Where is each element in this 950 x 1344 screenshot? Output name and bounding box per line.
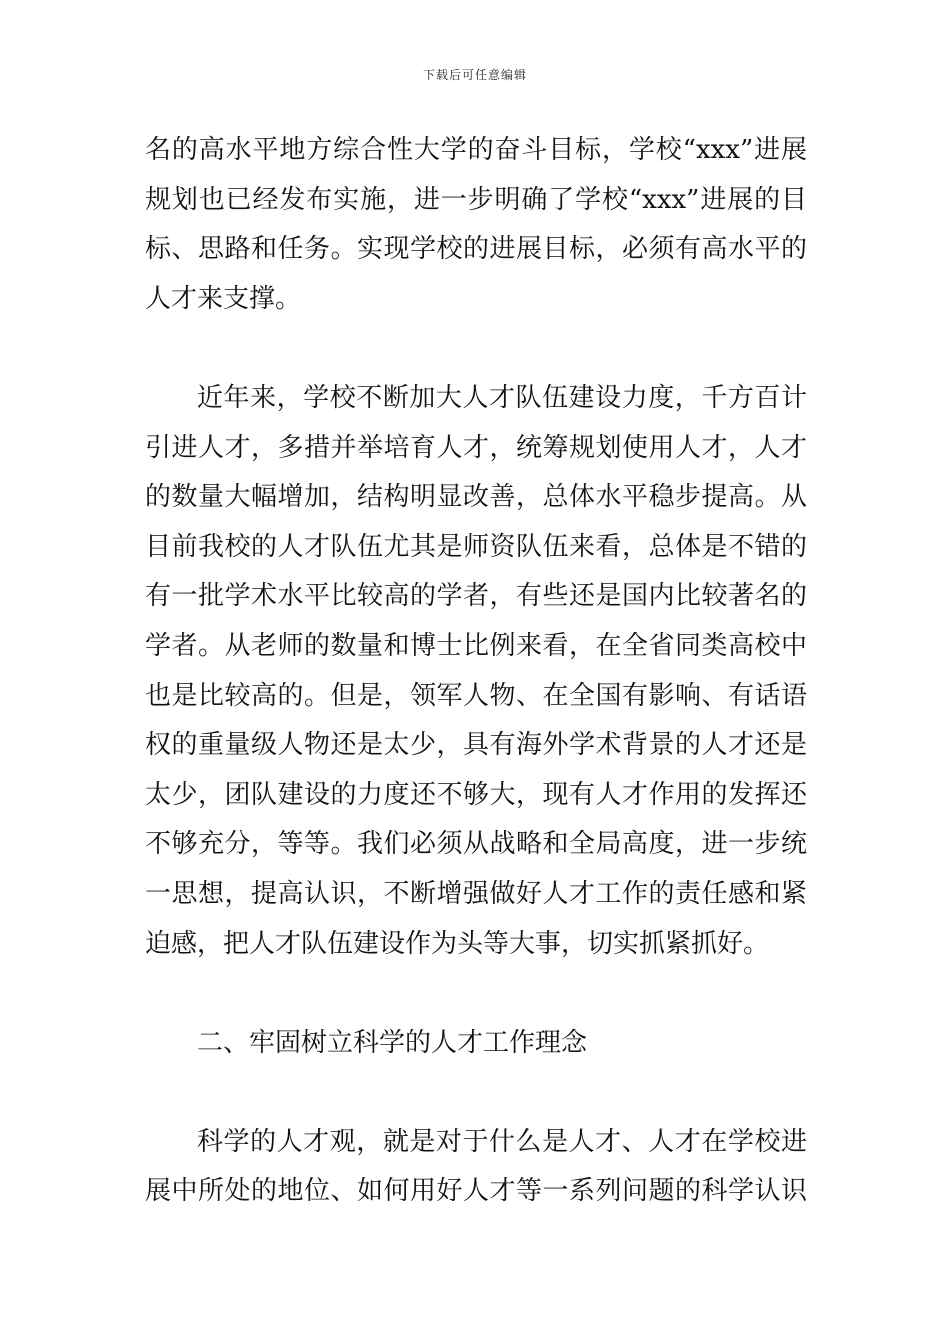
heading-line: 二、牢固树立科学的人才工作理念 bbox=[197, 1027, 588, 1058]
text-line: 有一批学术水平比较高的学者，有些还是国内比较著名的 bbox=[145, 581, 807, 612]
text-line: 不够充分，等等。我们必须从战略和全局高度，进一步统 bbox=[145, 829, 807, 860]
text-line: 太少，团队建设的力度还不够大，现有人才作用的发挥还 bbox=[145, 779, 807, 810]
text-line: 科学的人才观，就是对于什么是人才、人才在学校进 bbox=[197, 1126, 807, 1157]
section-heading bbox=[145, 1019, 807, 1069]
paragraph-gap bbox=[145, 1068, 807, 1118]
paragraph bbox=[145, 374, 807, 969]
page-header: 下载后可任意编辑 bbox=[422, 68, 527, 82]
text-line: 一思想，提高认识，不断增强做好人才工作的责任感和紧 bbox=[145, 878, 807, 909]
text-line: 标、思路和任务。实现学校的进展目标，必须有高水平的 bbox=[145, 234, 807, 265]
text-line: 目前我校的人才队伍尤其是师资队伍来看，总体是不错的 bbox=[145, 531, 807, 562]
paragraph-gap bbox=[145, 324, 807, 374]
text-line: 展中所处的地位、如何用好人才等一系列问题的科学认识 bbox=[145, 1176, 807, 1207]
text-line: 人才来支撑。 bbox=[145, 283, 302, 314]
text-line: 的数量大幅增加，结构明显改善，总体水平稳步提高。从 bbox=[145, 482, 807, 513]
text-line: 引进人才，多措并举培育人才，统筹规划使用人才，人才 bbox=[145, 432, 807, 463]
text-line: 近年来，学校不断加大人才队伍建设力度，千方百计 bbox=[197, 382, 807, 413]
text-line: 学者。从老师的数量和博士比例来看，在全省同类高校中 bbox=[145, 630, 807, 661]
paragraph bbox=[145, 126, 807, 324]
text-line: 权的重量级人物还是太少，具有海外学术背景的人才还是 bbox=[145, 730, 807, 761]
document-body bbox=[145, 126, 807, 1217]
paragraph bbox=[145, 1118, 807, 1217]
text-line: 迫感，把人才队伍建设作为头等大事，切实抓紧抓好。 bbox=[145, 928, 770, 959]
text-line: 也是比较高的。但是，领军人物、在全国有影响、有话语 bbox=[145, 680, 807, 711]
paragraph-gap bbox=[145, 969, 807, 1019]
text-line: 规划也已经发布实施，进一步明确了学校“xxx”进展的目 bbox=[145, 184, 807, 215]
text-line: 名的高水平地方综合性大学的奋斗目标，学校“xxx”进展 bbox=[145, 135, 807, 165]
